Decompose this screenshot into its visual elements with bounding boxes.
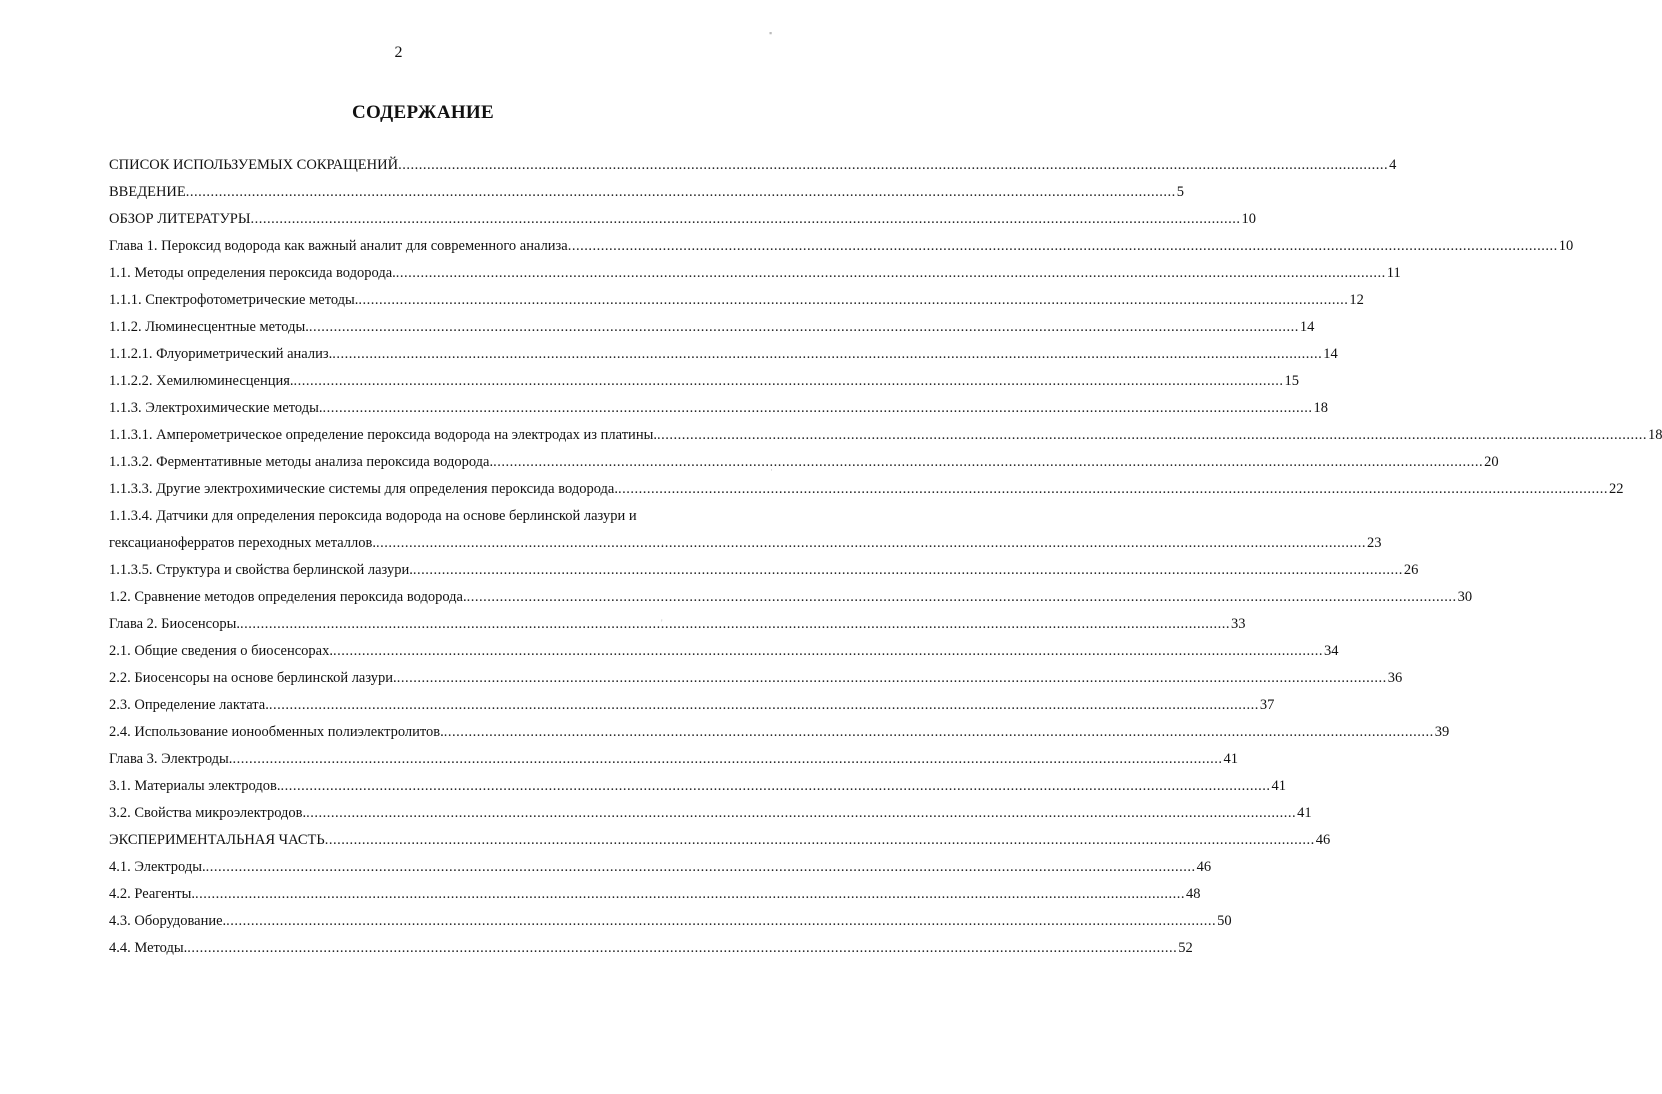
toc-entry-label: 1.1.1. Спектрофотометрические методы. <box>109 292 359 308</box>
toc-entry-label: СПИСОК ИСПОЛЬЗУЕМЫХ СОКРАЩЕНИЙ <box>109 157 399 173</box>
toc-entry-label: 1.1.3.1. Амперометрическое определение пероксида водорода на электродах из платины. <box>109 427 657 443</box>
toc-leader-dots <box>618 476 1608 503</box>
toc-entry-label: 4.2. Реагенты. <box>109 886 195 902</box>
scan-speck: · <box>661 540 664 550</box>
toc-entry-page: 10 <box>1558 238 1574 254</box>
toc-entry <box>109 638 1339 665</box>
toc-entry-page: 46 <box>1196 859 1212 875</box>
toc-leader-dots <box>206 854 1196 881</box>
toc-entry-label: Глава 1. Пероксид водорода как важный аналит для современного анализа <box>109 238 568 254</box>
toc-entry-label: 1.1.3.2. Ферментативные методы анализа пероксида водорода. <box>109 454 494 470</box>
toc-leader-dots <box>333 638 1323 665</box>
toc-entry <box>109 287 1364 314</box>
toc-entry-page: 14 <box>1323 346 1338 362</box>
toc-entry-page: 14 <box>1299 319 1315 335</box>
toc-entry-label: 3.1. Материалы электродов. <box>109 778 281 794</box>
toc-leader-dots <box>325 827 1315 854</box>
page-title: СОДЕРЖАНИЕ <box>352 102 494 123</box>
toc-leader-dots <box>467 584 1457 611</box>
toc-leader-dots <box>232 746 1222 773</box>
toc-entry <box>109 233 1574 260</box>
toc-leader-dots <box>309 314 1299 341</box>
toc-entry-page: 12 <box>1349 292 1364 308</box>
toc-entry-label: Глава 3. Электроды. <box>109 751 233 767</box>
toc-entry <box>109 260 1401 287</box>
toc-entry <box>109 557 1419 584</box>
toc-entry-label: 1.1.2.1. Флуориметрический анализ. <box>109 346 333 362</box>
toc-entry-page: 50 <box>1217 913 1232 929</box>
toc-entry-label: ВВЕДЕНИЕ <box>109 184 186 200</box>
toc-entry-label: 4.3. Оборудование. <box>109 913 227 929</box>
toc-leader-dots <box>195 881 1185 908</box>
toc-leader-dots <box>397 665 1387 692</box>
toc-leader-dots <box>294 368 1284 395</box>
toc-entry-label: 1.1.2. Люминесцентные методы. <box>109 319 309 335</box>
toc-leader-dots <box>444 719 1434 746</box>
toc-entry-label: 1.1.3.3. Другие электрохимические системы для определения пероксида водорода. <box>109 481 618 497</box>
toc-entry <box>109 827 1331 854</box>
toc-leader-dots <box>187 935 1177 962</box>
toc-leader-dots <box>376 530 1366 557</box>
toc-leader-dots <box>396 260 1386 287</box>
toc-entry-page: 18 <box>1647 427 1662 443</box>
toc-leader-dots <box>413 557 1403 584</box>
toc-entry <box>109 422 1662 449</box>
toc-entry-page: 11 <box>1386 265 1401 281</box>
toc-entry <box>109 314 1315 341</box>
toc-entry-label: 1.1.3. Электрохимические методы. <box>109 400 323 416</box>
toc-entry-page: 4 <box>1389 157 1397 173</box>
toc-entry-label: ОБЗОР ЛИТЕРАТУРЫ <box>109 211 251 227</box>
toc-entry-page: 26 <box>1403 562 1419 578</box>
toc-entry <box>109 692 1275 719</box>
toc-entry <box>109 746 1238 773</box>
toc-entry <box>109 179 1184 206</box>
toc-entry <box>109 449 1499 476</box>
toc-entry <box>109 800 1312 827</box>
toc-leader-dots <box>186 179 1176 206</box>
toc-entry <box>109 719 1450 746</box>
toc-leader-dots <box>493 449 1483 476</box>
toc-entry <box>109 503 740 530</box>
toc-leader-dots <box>568 233 1558 260</box>
toc-entry <box>109 935 1193 962</box>
toc-entry-page: 10 <box>1241 211 1256 227</box>
toc-leader-dots <box>358 287 1348 314</box>
toc-entry-label: 4.1. Электроды. <box>109 859 206 875</box>
toc-entry-page: 5 <box>1176 184 1184 200</box>
toc-entry-label: 1.1.3.4. Датчики для определения пероксида водорода на основе берлинской лазури и <box>109 508 637 524</box>
toc-leader-dots <box>398 152 1388 179</box>
toc-entry-label: 4.4. Методы. <box>109 940 188 956</box>
toc-entry <box>109 773 1286 800</box>
page-number: 2 <box>394 44 403 61</box>
toc-entry <box>109 611 1246 638</box>
scan-speck: ▪ <box>769 28 773 38</box>
toc-leader-dots <box>269 692 1259 719</box>
toc-entry <box>109 881 1201 908</box>
toc-entry <box>109 584 1473 611</box>
toc-entry-page: 15 <box>1284 373 1300 389</box>
toc-entry-label: ЭКСПЕРИМЕНТАЛЬНАЯ ЧАСТЬ <box>109 832 325 848</box>
toc-entry-label: 1.2. Сравнение методов определения пероксида водорода. <box>109 589 467 605</box>
toc-entry-label: 2.3. Определение лактата. <box>109 697 269 713</box>
toc-entry-page: 46 <box>1315 832 1331 848</box>
toc-entry-label: 1.1.3.5. Структура и свойства берлинской лазури. <box>109 562 413 578</box>
toc-entry-page: 18 <box>1313 400 1328 416</box>
toc-entry-page: 39 <box>1434 724 1450 740</box>
toc-leader-dots <box>226 908 1216 935</box>
toc-entry-page: 52 <box>1178 940 1193 956</box>
scan-speck: · <box>770 465 773 475</box>
toc-leader-dots <box>332 341 1322 368</box>
toc-entry-page: 34 <box>1323 643 1339 659</box>
toc-entry <box>109 530 1382 557</box>
toc-entry <box>109 395 1328 422</box>
toc-entry-page: 30 <box>1457 589 1473 605</box>
toc-entry <box>109 341 1338 368</box>
toc-entry-page: 22 <box>1608 481 1624 497</box>
toc-entry-page: 41 <box>1223 751 1238 767</box>
toc-entry <box>109 665 1403 692</box>
toc-entry <box>109 908 1232 935</box>
toc-entry <box>109 206 1256 233</box>
toc-entry-page: 36 <box>1387 670 1403 686</box>
toc-entry <box>109 476 1624 503</box>
toc-entry-page: 23 <box>1367 535 1382 551</box>
toc-leader-dots <box>322 395 1312 422</box>
toc-entry-label: 2.2. Биосенсоры на основе берлинской лазури. <box>109 670 397 686</box>
toc-leader-dots <box>250 206 1240 233</box>
toc-entry-label: 3.2. Свойства микроэлектродов. <box>109 805 307 821</box>
toc-entry <box>109 368 1300 395</box>
toc-entry <box>109 152 1397 179</box>
toc-entry-page: 41 <box>1297 805 1312 821</box>
toc-entry-page: 20 <box>1484 454 1499 470</box>
toc-entry-page: 41 <box>1271 778 1286 794</box>
toc-leader-dots <box>657 422 1647 449</box>
toc-entry-label: 1.1. Методы определения пероксида водорода. <box>109 265 396 281</box>
toc-entry-label: 2.1. Общие сведения о биосенсорах. <box>109 643 333 659</box>
scan-speck: ' <box>661 618 663 628</box>
toc-entry-page: 37 <box>1259 697 1275 713</box>
table-of-contents <box>109 152 1662 962</box>
toc-entry-label: Глава 2. Биосенсоры. <box>109 616 240 632</box>
toc-leader-dots <box>306 800 1296 827</box>
toc-leader-dots <box>240 611 1230 638</box>
toc-entry-label: гексацианоферратов переходных металлов. <box>109 535 377 551</box>
toc-entry-page: 33 <box>1231 616 1246 632</box>
toc-entry-label: 1.1.2.2. Хемилюминесценция. <box>109 373 294 389</box>
toc-entry <box>109 854 1212 881</box>
toc-entry-label: 2.4. Использование ионообменных полиэлектролитов. <box>109 724 444 740</box>
toc-entry-page: 48 <box>1185 886 1201 902</box>
toc-leader-dots <box>280 773 1270 800</box>
